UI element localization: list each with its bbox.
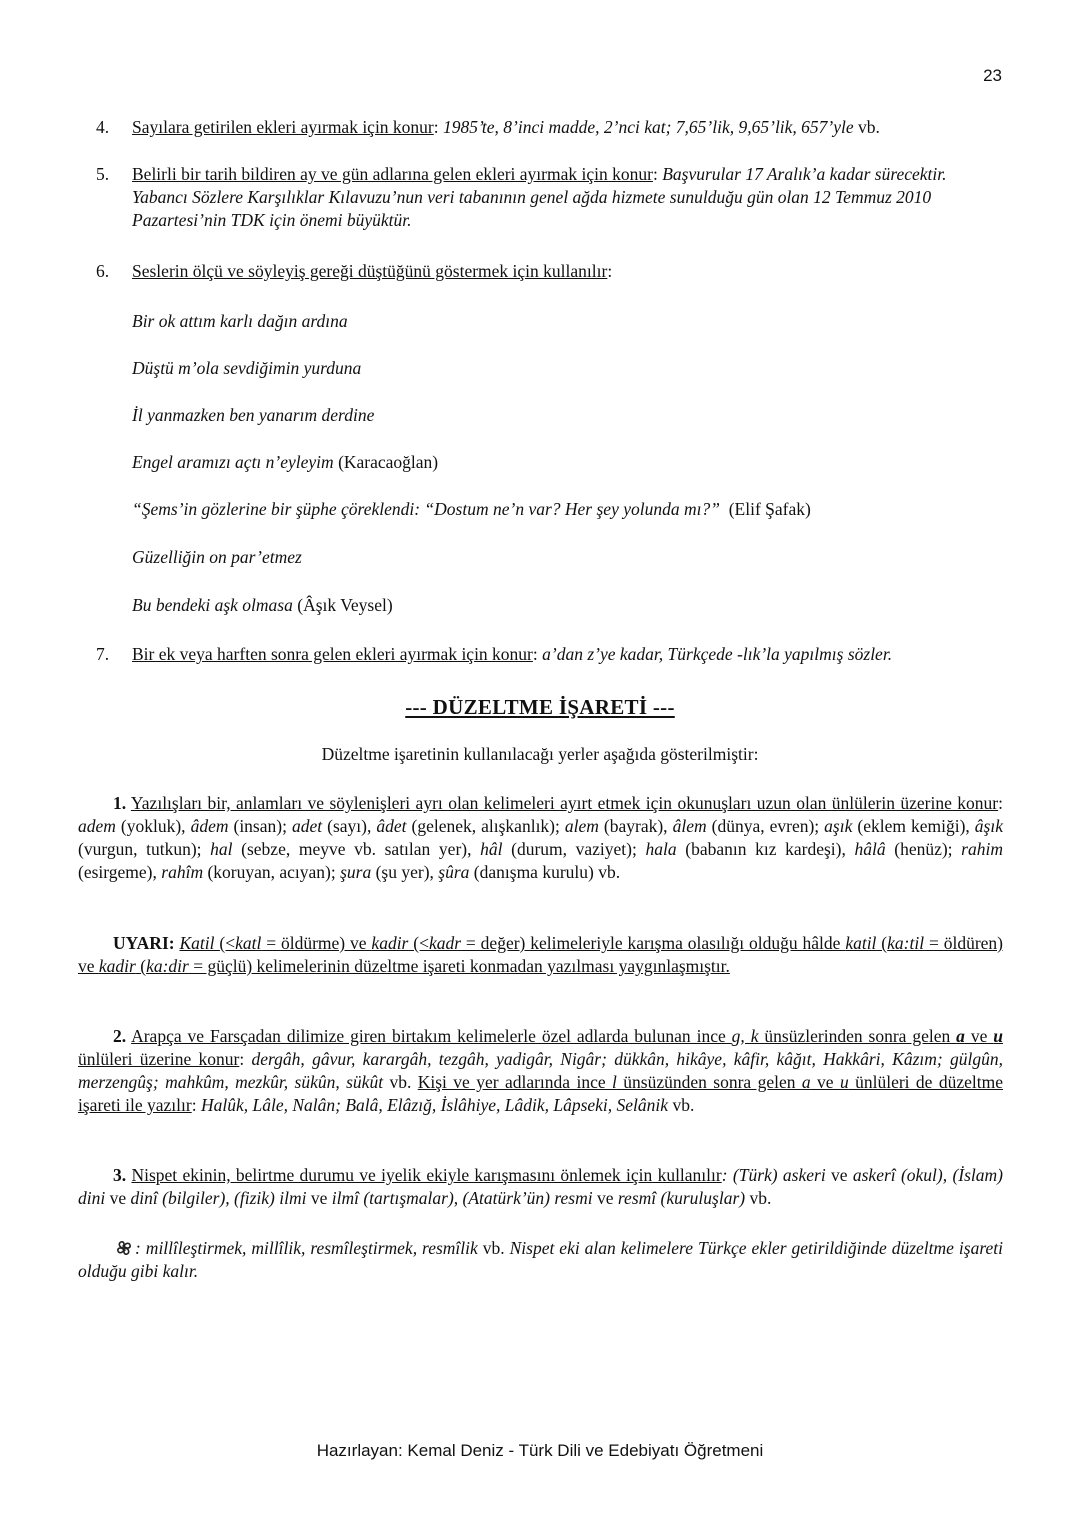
verse-line: İl yanmazken ben yanarım derdine [132, 405, 375, 425]
section-intro: Düzeltme işaretinin kullanılacağı yerler aşağıda gösterilmiştir: [321, 744, 759, 764]
example-text: 1985’te, 8’inci madde, 2’nci kat; 7,65’lik, 9,65’lik, 657’yle [443, 117, 854, 137]
verse-line: Bu bendeki aşk olmasa (Âşık Veysel) [132, 595, 393, 615]
rule-text: Sayılara getirilen ekleri ayırmak için konur [132, 117, 434, 137]
page-number: 23 [983, 66, 1002, 85]
paragraph-number: 3. [113, 1165, 127, 1185]
item-number: 4. [96, 117, 110, 137]
note-paragraph: : millîleştirmek, millîlik, resmîleştirmek, resmîlik vb. Nispet eki alan kelimelere Türkçe ekler getirildiğinde düzeltme işareti olduğu gibi kalır. [78, 1238, 1003, 1281]
rule-text: Bir ek veya harften sonra gelen ekleri ayırmak için konur [132, 644, 533, 664]
section-title: --- DÜZELTME İŞARETİ --- [405, 695, 675, 719]
paragraph-1: 1. Yazılışları bir, anlamları ve söylenişleri ayrı olan kelimeleri ayırt etmek için okunuşları uzun olan ünlülerin üzerine konur: adem (yokluk), âdem (insan); adet (sayı), âdet (gelenek, alışkanlık); alem (bayrak), âlem (dünya, evren); aşık (eklem kemiği), âşık (vurgun, tutkun); hal (sebze, meyve vb. satılan yer), hâl (durum, vaziyet); hala (babanın kız kardeşi), hâlâ (henüz); rahim (esirgeme), rahîm (koruyan, acıyan); şura (şu yer), şûra (danışma kurulu) vb. [78, 793, 1003, 882]
verse-line: Engel aramızı açtı n’eyleyim (Karacaoğlan) [132, 452, 439, 472]
verse-line: “Şems’in gözlerine bir şüphe çöreklendi: “Dostum ne’n var? Her şey yolunda mı?” (Elif Şafak) [132, 499, 811, 519]
list-item-5: 5. Belirli bir tarih bildiren ay ve gün adlarına gelen ekleri ayırmak için konur: Başvurular 17 Aralık’a kadar sürecektir. Yabancı Sözlere Karşılıklar Kılavuzu’nun veri tabanının genel ağda hizmete sunulduğu gün olan 12 Temmuz 2010 Pazartesi’nin TDK için önemi büyüktür. [96, 164, 947, 230]
paragraph-number: 1. [113, 793, 127, 813]
paragraph-number: 2. [113, 1026, 127, 1046]
example-text: a’dan z’ye kadar, Türkçede -lık’la yapılmış sözler. [542, 644, 893, 664]
verse-line: Güzelliğin on par’etmez [132, 547, 302, 567]
list-item-6: 6. Seslerin ölçü ve söyleyiş gereği düştüğünü göstermek için kullanılır: [96, 261, 613, 281]
list-item-4: 4. Sayılara getirilen ekleri ayırmak için konur: 1985’te, 8’inci madde, 2’nci kat; 7,65’lik, 9,65’lik, 657’yle vb. [96, 117, 880, 137]
rule-text: Seslerin ölçü ve söyleyiş gereği düştüğünü göstermek için kullanılır [132, 261, 608, 281]
verse-line: Düştü m’ola sevdiğimin yurduna [132, 358, 362, 378]
swirl-icon [113, 1239, 135, 1257]
page-footer: Hazırlayan: Kemal Deniz - Türk Dili ve Edebiyatı Öğretmeni [316, 1441, 764, 1460]
warning-paragraph: UYARI: Katil (<katl = öldürme) ve kadir (<kadr = değer) kelimeleriyle karışma olasılığı olduğu hâlde katil (ka:til = öldüren) ve kadir (ka:dir = güçlü) kelimelerinin düzeltme işareti konmadan yazılması yaygınlaşmıştır. [78, 933, 1004, 976]
example-text: Başvurular 17 Aralık’a kadar sürecektir. Yabancı Sözlere Karşılıklar Kılavuzu’nun veri tabanının genel ağda hizmete sunulduğu gün olan 12 Temmuz 2010 Pazartesi’nin TDK için önemi büyüktür. [132, 164, 947, 230]
verse-line: Bir ok attım karlı dağın ardına [132, 311, 348, 331]
item-number: 5. [96, 164, 110, 184]
rule-text: Belirli bir tarih bildiren ay ve gün adlarına gelen ekleri ayırmak için konur [132, 164, 653, 184]
item-number: 7. [96, 644, 110, 664]
item-number: 6. [96, 261, 110, 281]
paragraph-2: 2. Arapça ve Farsçadan dilimize giren birtakım kelimelerle özel adlarda bulunan ince g, k ünsüzlerinden sonra gelen a ve u ünlüleri üzerine konur: dergâh, gâvur, karargâh, tezgâh, yadigâr, Nigâr; dükkân, hikâye, kâfir, kâğıt, Hakkâri, Kâzım; gülgûn, merzengûş; mahkûm, mezkûr, sükûn, sükût vb. Kişi ve yer adlarında ince l ünsüzünden sonra gelen a ve u ünlüleri de düzeltme işareti ile yazılır: Halûk, Lâle, Nalân; Balâ, Elâzığ, İslâhiye, Lâdik, Lâpseki, Selânik vb. [78, 1026, 1003, 1115]
warning-label: UYARI: [113, 933, 175, 953]
paragraph-3: 3. Nispet ekinin, belirtme durumu ve iyelik ekiyle karışmasını önlemek için kullanılır: (Türk) askeri ve askerî (okul), (İslam) dini ve dinî (bilgiler), (fizik) ilmi ve ilmî (tartışmalar), (Atatürk’ün) resmi ve resmî (kuruluşlar) vb. [78, 1165, 1003, 1208]
list-item-7: 7. Bir ek veya harften sonra gelen ekleri ayırmak için konur: a’dan z’ye kadar, Türkçede -lık’la yapılmış sözler. [96, 644, 893, 664]
